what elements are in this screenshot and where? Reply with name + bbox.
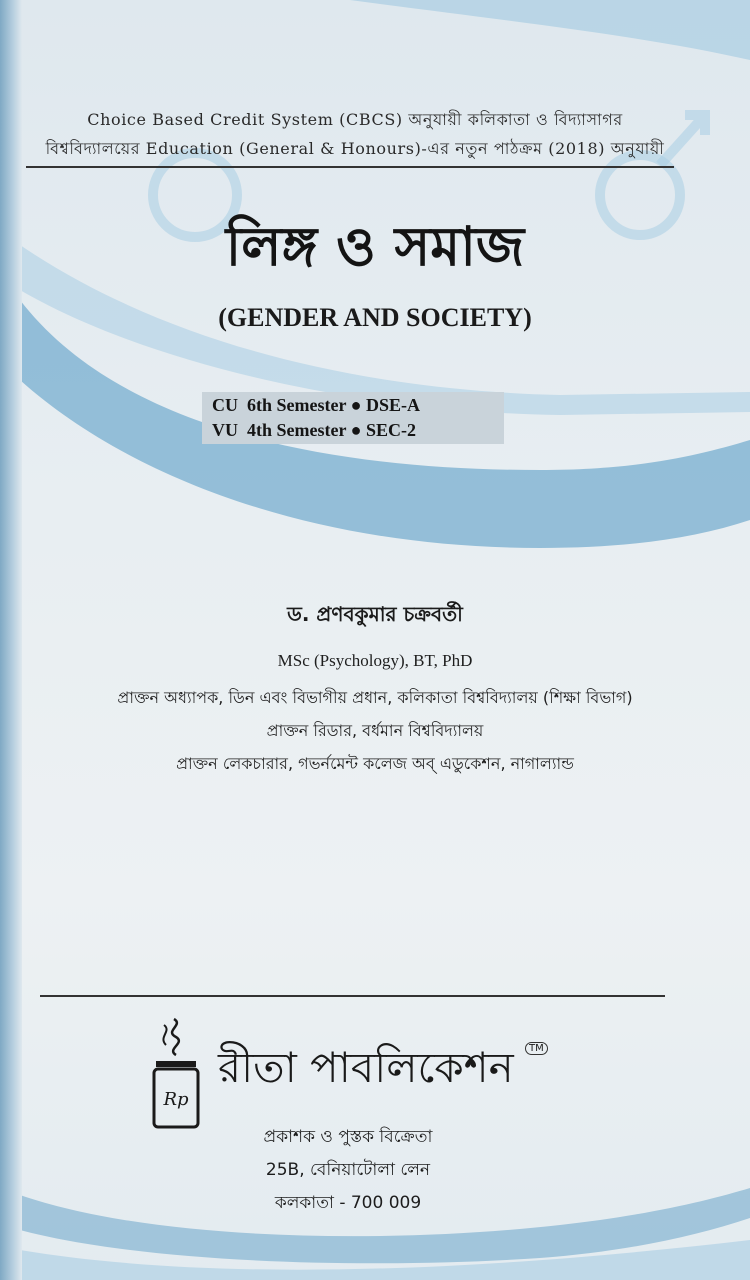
publisher-name: রীতা পাবলিকেশন [218,1043,514,1092]
publisher-role: প্রকাশক ও পুস্তক বিক্রেতা [263,1127,433,1147]
title-bengali: লিঙ্গ ও সমাজ [225,215,525,278]
author-name: ড. প্রণবকুমার চক্রবর্তী [287,602,463,626]
publisher-rule [40,995,665,997]
header-line-1: Choice Based Credit System (CBCS) অনুযায়ী কলিকাতা ও বিদ্যাসাগর [87,110,623,129]
title-english: (GENDER AND SOCIETY) [218,303,532,332]
publisher-address: 25B, বেনিয়াটোলা লেন [265,1160,431,1180]
publisher-city: কলকাতা - 700 009 [274,1193,422,1213]
top-swoosh [350,0,750,60]
author-position-2: প্রাক্তন রিডার, বর্ধমান বিশ্ববিদ্যালয় [266,721,484,740]
header-line-2: বিশ্ববিদ্যালয়ের Education (General & Honours)-এর নতুন পাঠক্রম (2018) অনুযায়ী [45,139,665,158]
author-degrees: MSc (Psychology), BT, PhD [277,651,473,670]
author-position-3: প্রাক্তন লেকচারার, গভর্নমেন্ট কলেজ অব্ এডুকেশন, নাগাল্যান্ড [176,754,574,773]
publisher-logo-icon [150,1015,202,1133]
semester-line-cu: CU 6th Semester ● DSE-A [212,395,421,415]
logo-text: Rp [163,1089,189,1110]
header-rule [26,166,674,168]
trademark-mark: TM [525,1042,548,1055]
book-spine-edge [0,0,22,1280]
author-position-1: প্রাক্তন অধ্যাপক, ডিন এবং বিভাগীয় প্রধান, কলিকাতা বিশ্ববিদ্যালয় (শিক্ষা বিভাগ) [117,688,633,707]
semester-line-vu: VU 4th Semester ● SEC-2 [212,420,417,440]
